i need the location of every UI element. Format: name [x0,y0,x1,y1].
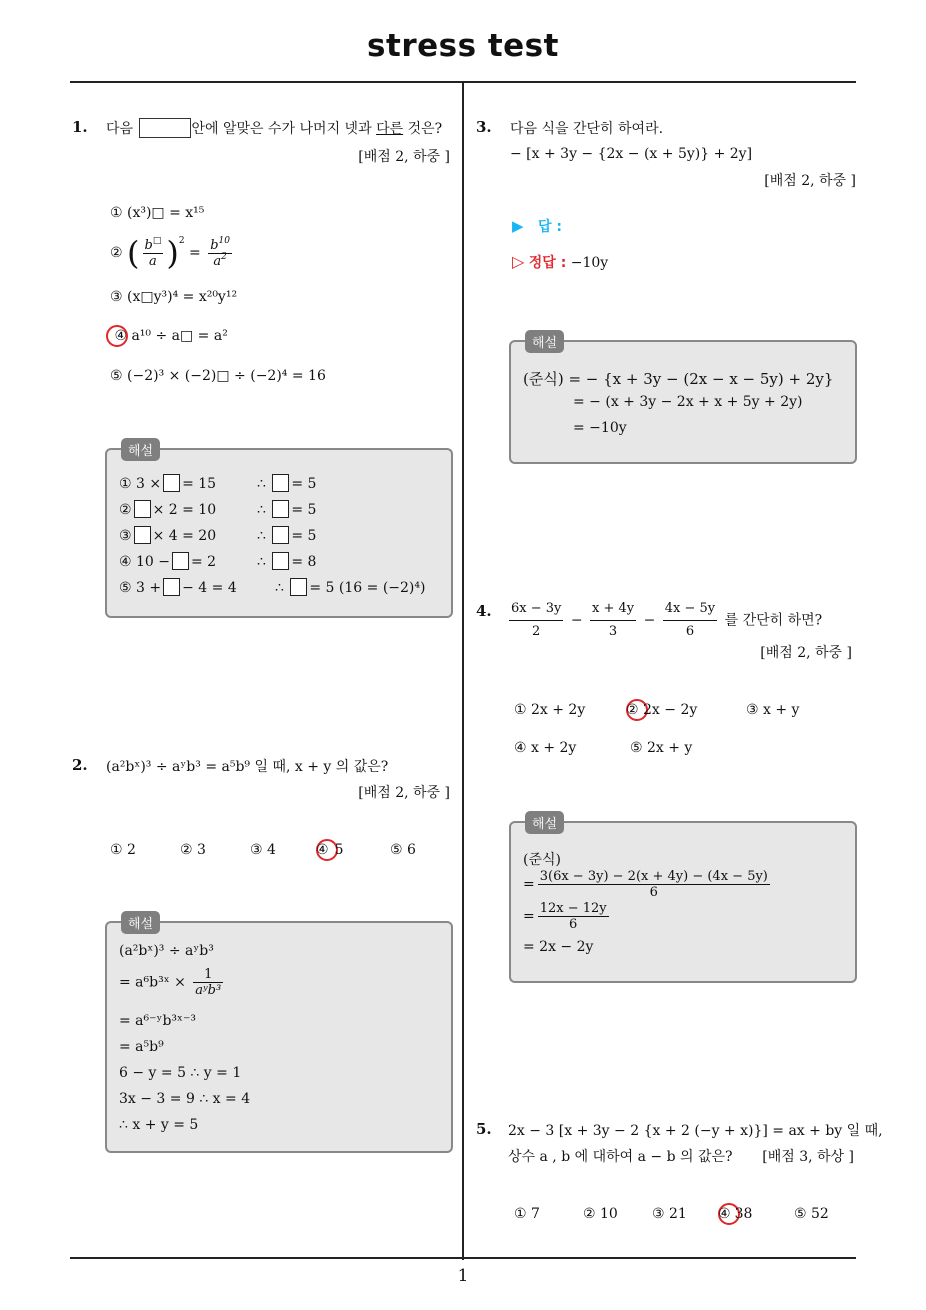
explanation-line: ① 3 × = 15 ∴ = 5 [119,476,317,492]
underlined-word: 다른 [376,121,404,137]
question-meta: [배점 2, 하중 ] [760,645,852,661]
option-4[interactable] [316,842,344,858]
question-text: 2x − 3 [x + 3y − 2 {x + 2 (−y + x)}] = ax + by 일 때, [508,1123,883,1139]
option-3[interactable]: ③ (x□y³)⁴ = x²⁰y¹² [110,289,238,305]
option-5[interactable]: ⑤ 2x + y [630,740,693,756]
explanation-tag: 해설 [121,438,160,461]
option-2[interactable]: ② 10 [583,1206,618,1222]
option-4[interactable] [718,1206,753,1222]
option-1[interactable]: ① (x³)□ = x¹⁵ [110,205,205,221]
explanation-line: ④ 10 − = 2 ∴ = 8 [119,554,317,570]
explanation-box [509,817,857,983]
explanation-tag: 해설 [121,911,160,934]
option-2[interactable]: ② ( $\frac{b^□}{a}$ )$^2$ = $\frac{b^{10}}{a^2}$ [110,234,230,272]
explanation-line: = a⁶b³ˣ × $\frac{1}{\text{aʸb³}}$ [119,967,222,998]
fraction: $\frac{4x - 5y}{6}$ [663,598,717,643]
option-label: ② [110,245,123,261]
option-1[interactable]: ① 2x + 2y [514,702,586,718]
option-4[interactable]: ④ x + 2y [514,740,577,756]
question-text-part: 를 간단히 하면? [724,612,823,629]
option-3[interactable]: ③ 21 [652,1206,687,1222]
question-text: 상수 a , b 에 대하여 a − b 의 값은? [508,1149,733,1165]
question-text: 다음 식을 간단히 하여라. [510,121,664,137]
option-2[interactable] [626,702,698,718]
fraction: $\frac{x + 4y}{3}$ [590,598,636,643]
question-meta: [배점 2, 하중 ] [764,173,856,189]
explanation-line: = $\frac{3(6x - 3y) - 2(x + 4y) - (4x - 5y)}{6}$ [523,869,768,900]
explanation-line: ⑤ 3 + − 4 = 4 ∴ = 5 (16 = (−2)⁴) [119,580,426,596]
question-text: $\frac{6x - 3y}{2}$ − $\frac{x + 4y}{3}$ − $\frac{4x - 5y}{6}$ 를 간단히 하면? [506,598,822,643]
option-1[interactable]: ① 2 [110,842,136,858]
option-label: ④ [718,1206,731,1222]
question-number: 2. [72,756,88,774]
option-3[interactable]: ③ 4 [250,842,276,858]
option-text: 2x − 2y [643,702,698,718]
option-5[interactable]: ⑤ (−2)³ × (−2)□ ÷ (−2)⁴ = 16 [110,368,326,384]
question-meta: [배점 2, 하중 ] [358,149,450,165]
explanation-box [509,336,857,464]
explanation-line: = a⁵b⁹ [119,1039,164,1055]
blank-box [139,118,191,138]
explanation-line: ③ × 4 = 20 ∴ = 5 [119,528,317,544]
question-text-part: 다음 [106,121,134,137]
question-text-part: 것은? [407,121,443,137]
answer-arrow-icon: ▶ [512,217,524,235]
explanation-line: ② × 2 = 10 ∴ = 5 [119,502,317,518]
question-expression: − [x + 3y − {2x − (x + 5y)} + 2y] [510,146,753,162]
answer-row [512,216,562,236]
option-1[interactable]: ① 7 [514,1206,540,1222]
question-number: 1. [72,118,88,136]
explanation-line: (준식) [523,852,561,868]
explanation-box [105,444,453,618]
option-2[interactable]: ② 3 [180,842,206,858]
page-title: stress test [367,28,559,64]
fraction: $\frac{6x - 3y}{2}$ [509,598,563,643]
option-text: 5 [334,842,344,858]
correct-answer-label: 정답 : [528,255,567,271]
explanation-tag: 해설 [525,811,564,834]
explanation-tag: 해설 [525,330,564,353]
explanation-line: = 2x − 2y [523,939,594,955]
explanation-box [105,917,453,1153]
correct-arrow-icon: ▷ [512,252,525,271]
page-number: 1 [457,1266,469,1286]
option-3[interactable]: ③ x + y [746,702,800,718]
explanation-line: (준식) = − {x + 3y − (2x − x − 5y) + 2y} [523,370,834,388]
column-divider [462,82,464,1260]
answer-label: 답 : [538,219,562,235]
option-text: 38 [734,1206,753,1222]
question-text: (a²bˣ)³ ÷ aʸb³ = a⁵b⁹ 일 때, x + y 의 값은? [106,759,389,775]
option-label: ④ [316,842,329,858]
explanation-line: = −10y [573,420,627,436]
correct-answer-row [512,252,608,272]
option-4[interactable] [110,328,228,344]
explanation-line: (a²bˣ)³ ÷ aʸb³ [119,943,214,959]
explanation-line: = − (x + 3y − 2x + x + 5y + 2y) [573,394,803,410]
correct-answer-value: −10y [570,255,609,271]
explanation-line: = $\frac{12x - 12y}{6}$ [523,901,607,932]
option-5[interactable]: ⑤ 52 [794,1206,829,1222]
question-text-part: 안에 알맞은 수가 나머지 넷과 [191,121,372,137]
option-5[interactable]: ⑤ 6 [390,842,416,858]
question-text [106,118,442,140]
explanation-line: = a⁶⁻ʸb³ˣ⁻³ [119,1013,196,1029]
option-text: ④ a¹⁰ ÷ a□ = a² [114,328,228,344]
question-number: 3. [476,118,492,136]
option-label: ② [626,702,639,718]
question-number: 4. [476,602,492,620]
footer-rule [70,1257,856,1259]
explanation-line: 6 − y = 5 ∴ y = 1 [119,1065,242,1081]
explanation-line: ∴ x + y = 5 [119,1117,199,1133]
question-number: 5. [476,1120,492,1138]
explanation-line: 3x − 3 = 9 ∴ x = 4 [119,1091,251,1107]
question-meta: [배점 3, 하상 ] [762,1149,854,1165]
question-meta: [배점 2, 하중 ] [358,785,450,801]
